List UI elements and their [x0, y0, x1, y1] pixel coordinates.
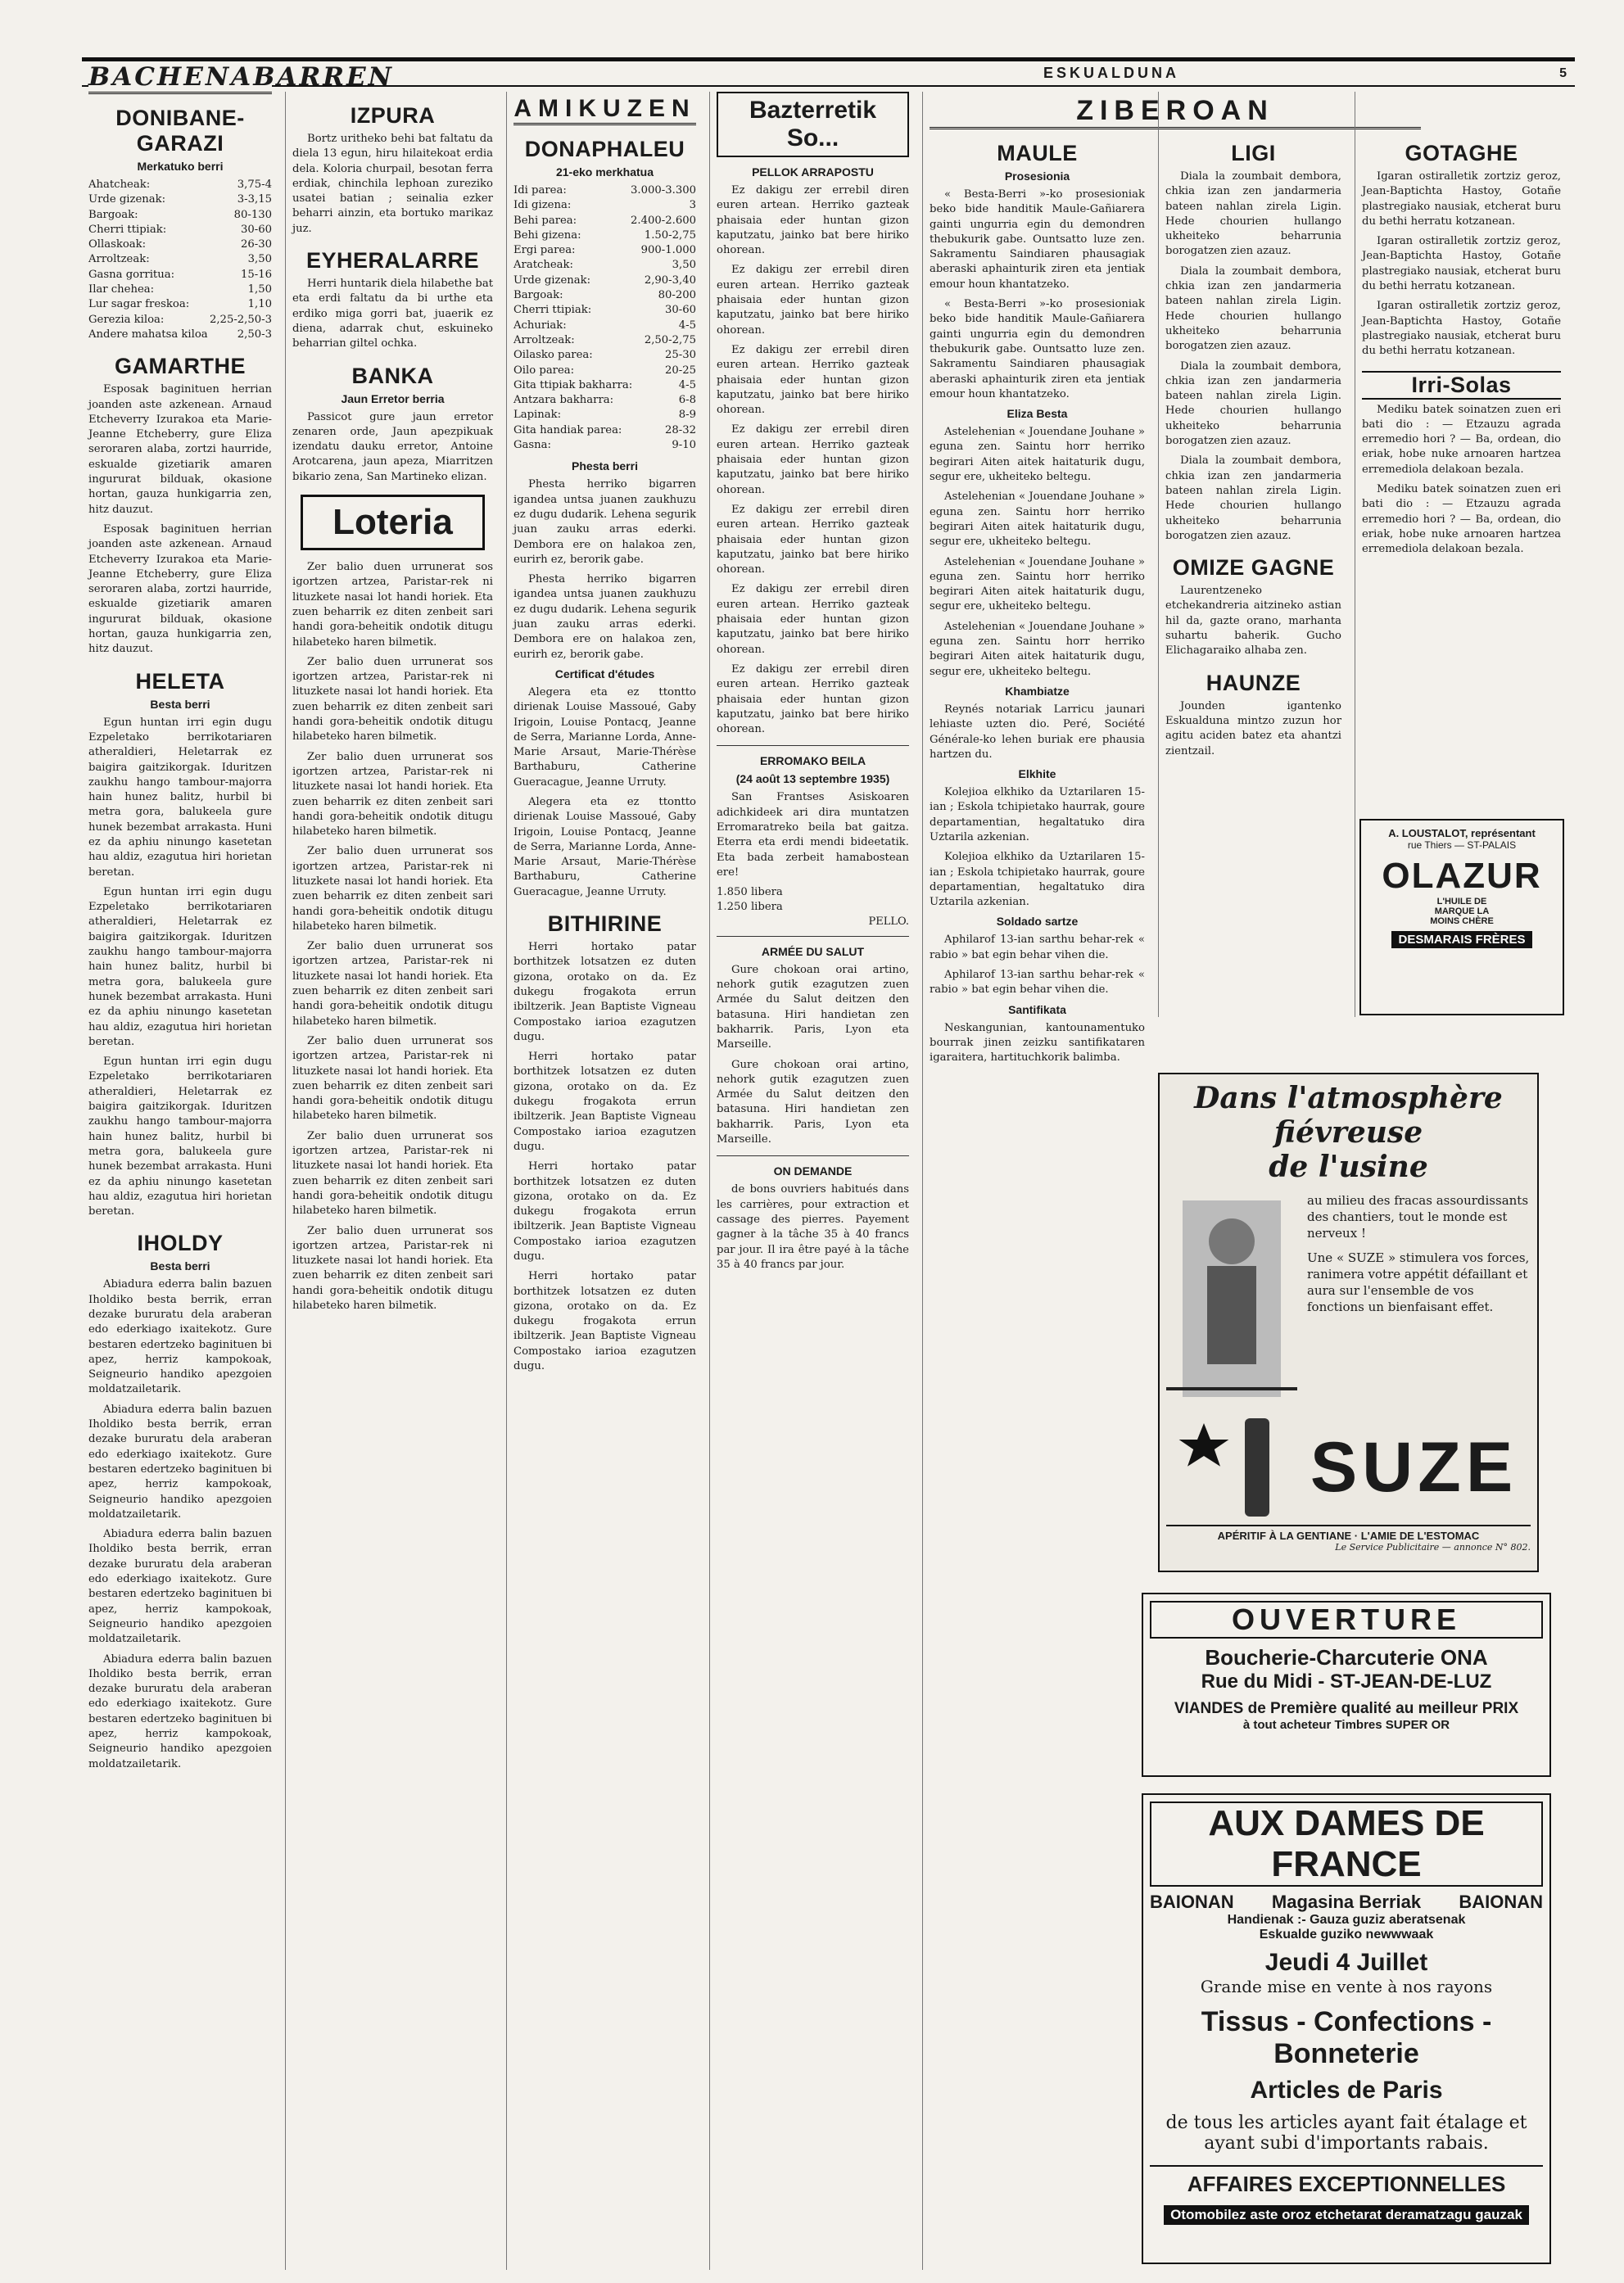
pellok-text-cont2: Ez dakigu zer errebil diren euren artean. Herriko gazteak phaisaia eder huntan gizon kaputzatu, jainko bat bere hiriko ohorean. [717, 343, 909, 417]
eyheralarre-title: EYHERALARRE [305, 248, 480, 274]
price-row [88, 223, 272, 237]
price-list [88, 178, 272, 342]
olazur-ad [1359, 819, 1564, 1015]
olazur-representant: A. LOUSTALOT, représentant [1388, 827, 1536, 839]
price-item: Behi parea: [513, 214, 577, 227]
phesta-title: Phesta berri [572, 459, 638, 473]
divider [717, 745, 909, 746]
erromako-price-1-value: 1.850 libera [717, 886, 783, 899]
region-title: BACHENABARREN [88, 62, 272, 94]
price-item: Andere mahatsa kiloa [88, 328, 208, 341]
demande-title: ON DEMANDE [773, 1164, 853, 1178]
bithirine-text-cont: Herri hortako patar borthitzek lotsatzen ez duten gizona, orotako on da. Ez dukegu frogakota errun ibiltzerik. Jean Baptiste Vigneau Compostako iarioa ezagutzen dugu. [513, 1051, 696, 1153]
market-subtitle: Merkatuko berri [137, 160, 224, 173]
gotaghe-text-cont2: Igaran ostiralletik zortziz geroz, Jean-Baptichta Hastoy, Gotañe plastregiako nausiak, etcherat buru du bethi herratu kotzanean. [1362, 300, 1561, 358]
price-item: Gasna: [513, 439, 551, 452]
bithirine-title: BITHIRINE [547, 911, 663, 937]
erromako-price-1 [717, 885, 909, 900]
heleta-subtitle: Besta berri [150, 697, 210, 711]
suze-text-1: au milieu des fracas assourdissants des chantiers, tout le monde est nerveux ! [1307, 1193, 1529, 1241]
suze-title-2: fiévreuse [1273, 1115, 1423, 1150]
eliza-text: Astelehenian « Jouendane Jouhane » eguna zen. Saintu horr herriko begirari Aiten aitek haitaturik dugu, segur ere, ukheiteko beltegu. [930, 426, 1145, 484]
maule-subtitle: Prosesionia [1004, 170, 1070, 183]
dames-footer: Otomobilez aste oroz etchetarat deramatzagu gauzak [1164, 2205, 1529, 2225]
dames-handienak: Handienak :- Gauza guziz aberatsenak [1227, 1913, 1466, 1927]
price-item: Idi parea: [513, 184, 567, 197]
erromako-price-2 [717, 900, 909, 915]
banka-text: Passicot gure jaun erretor zenaren orde, Jaun apezpikuak izendatu dauku erretor, Antoine Arotcarena, jaun apeza, Miarritzen bikario zena, San Martineko elizan. [292, 410, 493, 483]
price-row [513, 408, 696, 423]
price-item: Cherri ttipiak: [88, 223, 167, 236]
loteria-text-cont5: Zer balio duen urrunerat sos igortzen artzea, Paristar-rek ni lituzkete nasai lot handi horiek. Eta zuen beharrik ez diten zenbeit sari handi gora-beheitik ondotik ditugu hilabeteko haren bilmetik. [292, 1034, 493, 1123]
gotaghe-text: Igaran ostiralletik zortziz geroz, Jean-Baptichta Hastoy, Gotañe plastregiako nausiak, etcherat buru du bethi herratu kotzanean. [1362, 170, 1561, 228]
price-row [88, 268, 272, 283]
suze-logo: SUZE [1310, 1427, 1518, 1507]
price-row [513, 319, 696, 333]
heleta-text-cont: Egun huntan irri egin dugu Ezpeletako berrikotariaren atheraldieri, Heletarrak ez baigira gaitzikorgak. Iduritzen zaukhu hango tambour-majorra hain hunez balitz, hurbil bi metra gora, balukeela gure hunek bezembat arrakasta. Huni ez da aphiu ninungo kasetetan hau aldiz, ezagutua hiri horietan beretan. [88, 885, 272, 1048]
gamarthe-text-cont: Esposak baginituen herrian joanden aste azkenean. Arnaud Etcheverry Izurakoa eta Marie-Jeanne Etcheberry, gure Eliza seroraren alaba, zortzi haurride, eskualde gizetiarik amaren ingururat bilduak, okasione hortan, gauza hunkigarria zen, hitz dauzut. [88, 522, 272, 656]
price-value: 6-8 [678, 394, 696, 407]
certificat-title: Certificat d'études [554, 667, 655, 680]
price-item: Ahatcheak: [88, 179, 151, 191]
price-row [513, 288, 696, 303]
eliza-title: Eliza Besta [1007, 407, 1068, 421]
ligi-text-cont: Diala la zoumbait dembora, chkia izan zen jandarmeria bateen nahlan zirela Ligin. Hede chourien hullango ukheiteko beharrunia borogatzen zien azauz. [1165, 264, 1341, 353]
santifikata-text: Neskangunian, kantounamentuko bourrak jinen zeizku santifikataren igaraitera, hartituchkorik balimba. [930, 1021, 1145, 1065]
ona-ad [1142, 1593, 1551, 1777]
price-row [513, 364, 696, 378]
ligi-text-cont2: Diala la zoumbait dembora, chkia izan zen jandarmeria bateen nahlan zirela Ligin. Hede chourien hullango ukheiteko beharrunia borogatzen zien azauz. [1165, 359, 1341, 448]
olazur-address: rue Thiers — ST-PALAIS [1407, 839, 1517, 851]
dames-de-france-ad [1142, 1793, 1551, 2264]
price-value: 30-60 [240, 223, 272, 236]
bazterretik-banner: Bazterretik So... [717, 92, 909, 157]
price-row [513, 214, 696, 228]
dames-goods: Tissus - Confections - Bonneterie [1201, 2006, 1492, 2069]
heleta-text-cont2: Egun huntan irri egin dugu Ezpeletako berrikotariaren atheraldieri, Heletarrak ez baigira gaitzikorgak. Iduritzen zaukhu hango tambour-majorra hain hunez balitz, hurbil bi metra gora, balukeela gure hunek bezembat arrakasta. Huni ez da aphiu ninungo kasetetan hau aldiz, ezagutua hiri horietan beretan. [88, 1056, 272, 1218]
price-value: 80-130 [233, 208, 272, 221]
price-item: Ergi parea: [513, 244, 576, 257]
price-value: 80-200 [658, 289, 696, 302]
ona-heading: OUVERTURE [1150, 1601, 1543, 1639]
price-item: Lapinak: [513, 409, 562, 422]
eliza-text-cont: Astelehenian « Jouendane Jouhane » eguna zen. Saintu horr herriko begirari Aiten aitek haitaturik dugu, segur ere, ukheiteko beltegu. [930, 491, 1145, 549]
dames-exceptional: AFFAIRES EXCEPTIONNELLES [1150, 2165, 1543, 2197]
elkhite-title: Elkhite [1018, 767, 1056, 781]
price-item: Ollaskoak: [88, 238, 147, 251]
price-row [88, 252, 272, 267]
price-value: 3.000-3.300 [631, 184, 696, 197]
omize-title: OMIZE GAGNE [1172, 555, 1335, 581]
dames-shop: Magasina Berriak [1271, 1892, 1422, 1912]
suze-title-1: Dans l'atmosphère [1194, 1081, 1503, 1115]
price-value: 2,50-3 [237, 328, 272, 341]
price-item: Gita handiak parea: [513, 423, 622, 436]
santifikata-title: Santifikata [1008, 1002, 1066, 1016]
price-row [88, 328, 272, 342]
price-row [513, 378, 696, 393]
price-item: Antzara bakharra: [513, 394, 614, 407]
price-value: 1,10 [247, 298, 272, 311]
price-row [513, 198, 696, 213]
price-value: 25-30 [664, 349, 696, 362]
price-item: Bargoak: [88, 208, 138, 221]
iholdy-title: IHOLDY [137, 1231, 224, 1256]
price-item: Lur sagar freskoa: [88, 298, 190, 311]
khambiatze-text: Reynés notariak Larricu jaunari lehiaste uzten dio. Peré, Société Générale-ko lehen buriak ere phausia hartzen du. [930, 703, 1145, 761]
gotaghe-text-cont: Igaran ostiralletik zortziz geroz, Jean-Baptichta Hastoy, Gotañe plastregiako nausiak, etcherat buru du bethi herratu kotzanean. [1362, 235, 1561, 293]
price-item: Oilo parea: [513, 364, 575, 377]
pellok-text-cont: Ez dakigu zer errebil diren euren artean. Herriko gazteak phaisaia eder huntan gizon kaputzatu, jainko bat bere hiriko ohorean. [717, 264, 909, 337]
price-item: Bargoak: [513, 289, 563, 302]
olazur-tag3: MOINS CHÈRE [1430, 916, 1494, 926]
armee-text-cont: Gure chokoan orai artino, nehork gutik ezagutzen zuen Armée du Salut deitzen den batasuna. Hiri handietan zen bakharrik. Paris, Lyon eta Marseille. [717, 1058, 909, 1146]
loteria-text-cont4: Zer balio duen urrunerat sos igortzen artzea, Paristar-rek ni lituzkete nasai lot handi horiek. Eta zuen beharrik ez diten zenbeit sari handi gora-beheitik ondotik ditugu hilabeteko haren bilmetik. [292, 940, 493, 1028]
price-row [88, 178, 272, 192]
price-item: Gita ttipiak bakharra: [513, 378, 633, 391]
column-amikuzen [506, 92, 703, 2270]
suze-tagline: APÉRITIF À LA GENTIANE · L'AMIE DE L'ESTOMAC [1166, 1525, 1531, 1542]
pellok-text-cont6: Ez dakigu zer errebil diren euren artean. Herriko gazteak phaisaia eder huntan gizon kaputzatu, jainko bat bere hiriko ohorean. [717, 662, 909, 736]
dames-date: Jeudi 4 Juillet [1264, 1949, 1428, 1976]
suze-note: Le Service Publicitaire — annonce N° 802. [1335, 1542, 1531, 1553]
loteria-text-cont: Zer balio duen urrunerat sos igortzen artzea, Paristar-rek ni lituzkete nasai lot handi horiek. Eta zuen beharrik ez diten zenbeit sari handi gora-beheitik ondotik ditugu hilabeteko haren bilmetik. [292, 655, 493, 744]
region-title-amikuzen: AMIKUZEN [513, 95, 696, 125]
price-value: 8-9 [678, 409, 696, 422]
price-row [513, 303, 696, 318]
certificat-text: Alegera eta ez ttontto dirienak Louise Massoué, Gaby Irigoin, Louise Pontacq, Jeanne de Serra, Marianne Lorda, Anne-Marie Arsaut, Marie-Thérèse Barthaburu, Catherine Gueracague, Jeanne Urruty. [513, 685, 696, 789]
eliza-text-cont2: Astelehenian « Jouendane Jouhane » eguna zen. Saintu horr herriko begirari Aiten aitek haitaturik dugu, segur ere, ukheiteko beltegu. [930, 555, 1145, 613]
gamarthe-text: Esposak baginituen herrian joanden aste azkenean. Arnaud Etcheverry Izurakoa eta Marie-Jeanne Etcheberry, gure Eliza seroraren alaba, zortzi haurride, eskualde gizetiarik amaren ingururat bilduak, okasione hortan, gauza hunkigarria zen, hitz dauzut. [88, 383, 272, 516]
soldado-title: Soldado sartze [996, 915, 1079, 929]
suze-ad [1158, 1073, 1539, 1572]
price-item: Cherri ttipiak: [513, 304, 592, 317]
price-value: 3,50 [672, 259, 696, 272]
price-value: 3,75-4 [237, 179, 272, 191]
price-value: 2,50-2,75 [644, 333, 696, 346]
price-row [88, 208, 272, 223]
price-value: 4-5 [678, 319, 696, 332]
page-number: 5 [1559, 66, 1567, 80]
ligi-title: LIGI [1231, 141, 1276, 165]
price-row [88, 283, 272, 297]
maule-text-cont: « Besta-Berri »-ko prosesioniak beko bide handitik Maule-Gañiarera gainti ungurria egin du demondren thebukurik gabe. Ountsatto luze zen. Sakramentu Saindiaren phausagiak aberaski aphainturik ziren eta jentiak emour houn khantatzeko. [930, 298, 1145, 400]
price-value: 1,50 [247, 283, 272, 296]
column-izpura [285, 92, 500, 2270]
price-row [513, 274, 696, 288]
izpura-title: IZPURA [350, 103, 436, 128]
loteria-text-cont2: Zer balio duen urrunerat sos igortzen artzea, Paristar-rek ni lituzkete nasai lot handi horiek. Eta zuen beharrik ez diten zenbeit sari handi gora-beheitik ondotik ditugu hilabeteko haren bilmetik. [292, 750, 493, 839]
price-item: Gerezia kiloa: [88, 313, 165, 326]
olazur-tag1: L'HUILE DE [1436, 897, 1487, 906]
loteria-text: Zer balio duen urrunerat sos igortzen artzea, Paristar-rek ni lituzkete nasai lot handi horiek. Eta zuen beharrik ez diten zenbeit sari handi gora-beheitik ondotik ditugu hilabeteko haren bilmetik. [292, 561, 493, 649]
maule-title: MAULE [997, 141, 1078, 165]
dames-eskualde: Eskualde guziko newwwaak [1259, 1928, 1434, 1942]
region-title-ziberoan: ZIBEROAN [930, 95, 1421, 129]
phesta-text: Phesta herriko bigarren igandea untsa juanen zaukhuzu ez dugu dudarik. Lehena segurik juan zauku arras ederki. Dembora ere on halakoa zen, eurirh ez, berorik gabe. [513, 478, 696, 566]
ona-line: VIANDES de Première qualité au meilleur PRIX [1174, 1700, 1519, 1717]
price-item: Urde gizenak: [88, 193, 166, 206]
phesta-text-cont: Phesta herriko bigarren igandea untsa juanen zaukhuzu ez dugu dudarik. Lehena segurik juan zauku arras ederki. Dembora ere on halakoa zen, eurirh ez, berorik gabe. [513, 573, 696, 661]
dames-name: AUX DAMES DE FRANCE [1150, 1802, 1543, 1887]
price-item: Oilasko parea: [513, 349, 593, 362]
pellok-text-cont5: Ez dakigu zer errebil diren euren artean. Herriko gazteak phaisaia eder huntan gizon kaputzatu, jainko bat bere hiriko ohorean. [717, 583, 909, 656]
soldado-text-cont: Aphilarof 13-ian sarthu behar-rek « rabio » bat egin behar vihen die. [930, 969, 1145, 997]
erromako-dates: (24 août 13 septembre 1935) [735, 772, 890, 786]
dames-line2: ayant subi d'importants rabais. [1204, 2133, 1489, 2154]
elkhite-text: Kolejioa elkhiko da Uztarilaren 15-ian ; Eskola tchipietako haurrak, goure departamentian, hegaltatuko dira Uztarila azkenian. [930, 786, 1145, 843]
divider [717, 936, 909, 937]
dames-line1: de tous les articles ayant fait étalage et [1165, 2113, 1527, 2133]
price-item: Achuriak: [513, 319, 567, 332]
armee-title: ARMÉE DU SALUT [761, 944, 865, 958]
dames-sale: Grande mise en vente à nos rayons [1200, 1977, 1493, 1996]
donaphaleu-subtitle: 21-eko merkhatua [555, 165, 654, 179]
armee-text: Gure chokoan orai artino, nehork gutik ezagutzen zuen Armée du Salut deitzen den batasuna. Hiri handietan zen bakharrik. Paris, Lyon eta Marseille. [717, 963, 909, 1051]
price-row [513, 423, 696, 438]
omize-text: Laurentzeneko etchekandreria aitzineko astian hil da, gazte orano, marhanta suhartu baherik. Gucho Elichagaraiko alhaba zen. [1165, 585, 1341, 658]
price-row [513, 243, 696, 258]
price-value: 9-10 [672, 439, 696, 452]
iholdy-text-cont: Abiadura ederra balin bazuen Iholdiko besta berrik, erran dezake bururatu dela araberan edo ederkiago ixaitekotz. Gure bestaren edertzeko baginituen bi apez, herriz kampokoak, Seigneurio handiko apezgoien moldatzailetarik. [88, 1403, 272, 1521]
price-row [513, 333, 696, 348]
price-row [513, 228, 696, 243]
erromako-price-2-value: 1.250 libera [717, 901, 783, 914]
price-row [88, 192, 272, 207]
haunze-title: HAUNZE [1206, 670, 1301, 695]
irri-text: Mediku batek soinatzen zuen eri bati dio : — Etzauzu agrada erremedio hori ? — Ba, ordean, dio eriak, hobe nuke arnoaren hartzea erremediola delakoan bezala. [1362, 403, 1561, 476]
loteria-text-cont3: Zer balio duen urrunerat sos igortzen artzea, Paristar-rek ni lituzkete nasai lot handi horiek. Eta zuen beharrik ez diten zenbeit sari handi gora-beheitik ondotik ditugu hilabeteko haren bilmetik. [292, 845, 493, 933]
price-row [88, 313, 272, 328]
eyheralarre-text: Herri huntarik diela hilabethe bat eta erdi faltatu da bi urthe eta erdiko miga gorri bat, juaerik ez diena, adarrak chut, eskuineko beharrian giltel ochka. [292, 278, 493, 350]
gamarthe-title: GAMARTHE [115, 354, 246, 379]
loteria-text-cont6: Zer balio duen urrunerat sos igortzen artzea, Paristar-rek ni lituzkete nasai lot handi horiek. Eta zuen beharrik ez diten zenbeit sari handi gora-beheitik ondotik ditugu hilabeteko haren bilmetik. [292, 1129, 493, 1218]
price-item: Arroltzeak: [513, 333, 575, 346]
demande-text: de bons ouvriers habitués dans les carrières, pour extraction et cassage des pierres. Payement gagner à la tâche 35 à 40 francs par jour. Il ira être payé à la tâche 35 à 40 francs par jour. [717, 1183, 909, 1271]
price-value: 3 [689, 199, 696, 212]
iholdy-text-cont3: Abiadura ederra balin bazuen Iholdiko besta berrik, erran dezake bururatu dela araberan edo ederkiago ixaitekotz. Gure bestaren edertzeko baginituen bi apez, herriz kampokoak, Seigneurio handiko apezgoien moldatzailetarik. [88, 1652, 272, 1770]
gotaghe-title: GOTAGHE [1405, 141, 1518, 165]
olazur-logo: OLAZUR [1382, 856, 1542, 896]
erromako-title: ERROMAKO BEILA [759, 754, 866, 768]
price-value: 4-5 [678, 378, 696, 391]
heleta-title: HELETA [135, 668, 225, 694]
iholdy-text-cont2: Abiadura ederra balin bazuen Iholdiko besta berrik, erran dezake bururatu dela araberan edo ederkiago ixaitekotz. Gure bestaren edertzeko baginituen bi apez, herriz kampokoak, Seigneurio handiko apezgoien moldatzailetarik. [88, 1528, 272, 1646]
pellok-text: Ez dakigu zer errebil diren euren artean. Herriko gazteak phaisaia eder huntan gizon kaputzatu, jainko bat bere hiriko ohorean. [717, 184, 909, 257]
price-row [513, 348, 696, 363]
price-list-donaphaleu [513, 183, 696, 453]
iholdy-text: Abiadura ederra balin bazuen Iholdiko besta berrik, erran dezake bururatu dela araberan edo ederkiago ixaitekotz. Gure bestaren edertzeko baginituen bi apez, herriz kampokoak, Seigneurio handiko apezgoien moldatzailetarik. [88, 1278, 272, 1396]
price-item: Aratcheak: [513, 259, 573, 272]
ligi-text: Diala la zoumbait dembora, chkia izan zen jandarmeria bateen nahlan zirela Ligin. Hede chourien hullango ukheiteko beharrunia borogatzen zien azauz. [1165, 170, 1341, 258]
price-value: 20-25 [664, 364, 696, 377]
banka-title: BANKA [351, 363, 434, 388]
certificat-text-cont: Alegera eta ez ttontto dirienak Louise Massoué, Gaby Irigoin, Louise Pontacq, Jeanne de Serra, Marianne Lorda, Anne-Marie Arsaut, Marie-Thérèse Barthaburu, Catherine Gueracague, Jeanne Urruty. [513, 795, 696, 898]
soldado-text: Aphilarof 13-ian sarthu behar-rek « rabio » bat egin behar vihen die. [930, 934, 1145, 961]
price-item: Urde gizenak: [513, 274, 591, 287]
price-row [513, 183, 696, 198]
khambiatze-title: Khambiatze [1005, 684, 1070, 698]
erromako-text: San Frantses Asiskoaren adichkideek ari dira muntatzen Erromaratreko beila bat gaitza. Eterra eta erdi mendi bideetatik. Eta bada zerbeit hamabostean ere! [717, 791, 909, 879]
izpura-text: Bortz uritheko behi bat faltatu da diela 13 egun, hiru hilaitekoat erdia dela. Koloria churpail, besotan ferra erdiak, chinchila lephoan zureziko usatei batian ; seinalia ezker beharri ainzin, eta bortuko marikaz juz. [292, 133, 493, 235]
pellok-title: PELLOK ARRAPOSTU [752, 165, 874, 179]
dames-articles: Articles de Paris [1250, 2077, 1443, 2104]
price-value: 3-3,15 [237, 193, 272, 206]
column-ligi [1158, 92, 1348, 1017]
paper-name: ESKUALDUNA [1043, 65, 1180, 81]
bithirine-text: Herri hortako patar borthitzek lotsatzen ez duten gizona, orotako on da. Ez dukegu frogakota errun ibiltzerik. Jean Baptiste Vigneau Compostako iarioa ezagutzen dugu. [513, 941, 696, 1043]
irri-title: Irri-Solas [1362, 371, 1561, 400]
bithirine-text-cont2: Herri hortako patar borthitzek lotsatzen ez duten gizona, orotako on da. Ez dukegu frogakota errun ibiltzerik. Jean Baptiste Vigneau Compostako iarioa ezagutzen dugu. [513, 1160, 696, 1263]
iholdy-subtitle: Besta berri [150, 1259, 210, 1273]
ligi-text-cont3: Diala la zoumbait dembora, chkia izan zen jandarmeria bateen nahlan zirela Ligin. Hede chourien hullango ukheiteko beharrunia borogatzen zien azauz. [1165, 454, 1341, 542]
ona-title: Boucherie-Charcuterie ONA [1205, 1645, 1488, 1670]
ona-address: Rue du Midi - ST-JEAN-DE-LUZ [1201, 1670, 1492, 1693]
pellok-text-cont4: Ez dakigu zer errebil diren euren artean. Herriko gazteak phaisaia eder huntan gizon kaputzatu, jainko bat bere hiriko ohorean. [717, 503, 909, 576]
price-row [513, 393, 696, 408]
erromako-signature: PELLO. [868, 915, 909, 928]
eliza-text-cont3: Astelehenian « Jouendane Jouhane » eguna zen. Saintu horr herriko begirari Aiten aitek haitaturik dugu, segur ere, ukheiteko beltegu. [930, 620, 1145, 678]
price-value: 3,50 [247, 253, 272, 266]
price-row [88, 237, 272, 252]
suze-bottle-icon [1166, 1410, 1297, 1525]
price-value: 2.400-2.600 [631, 214, 696, 227]
dames-city-left: BAIONAN [1150, 1892, 1234, 1912]
ona-stamps: à tout acheteur Timbres SUPER OR [1242, 1718, 1450, 1732]
haunze-text: Jounden igantenko Eskualduna mintzo zuzun hor agitu aciden batez eta ahantzi zientzail. [1165, 699, 1341, 757]
price-item: Gasna gorritua: [88, 268, 175, 281]
price-value: 26-30 [240, 238, 272, 251]
dames-city-right: BAIONAN [1459, 1892, 1543, 1912]
pellok-text-cont3: Ez dakigu zer errebil diren euren artean. Herriko gazteak phaisaia eder huntan gizon kaputzatu, jainko bat bere hiriko ohorean. [717, 423, 909, 496]
bithirine-text-cont3: Herri hortako patar borthitzek lotsatzen ez duten gizona, orotako on da. Ez dukegu frogakota errun ibiltzerik. Jean Baptiste Vigneau Compostako iarioa ezagutzen dugu. [513, 1270, 696, 1373]
price-value: 30-60 [664, 304, 696, 317]
price-row [513, 258, 696, 273]
price-value: 900-1.000 [640, 244, 696, 257]
maule-text: « Besta-Berri »-ko prosesioniak beko bide handitik Maule-Gañiarera gainti ungurria egin du demondren thebukurik gabe. Ountsatto luze zen. Sakramentu Saindiaren phausagiak aberaski aphainturik ziren eta jentiak emour houn khantatzeko. [930, 188, 1145, 291]
price-value: 1.50-2,75 [644, 228, 696, 242]
column-bazterretik [709, 92, 916, 2270]
price-item: Idi gizena: [513, 199, 572, 212]
price-value: 2,90-3,40 [644, 274, 696, 287]
elkhite-text-cont: Kolejioa elkhiko da Uztarilaren 15-ian ; Eskola tchipietako haurrak, goure departamentian, hegaltatuko dira Uztarila azkenian. [930, 851, 1145, 909]
price-value: 28-32 [664, 423, 696, 436]
donaphaleu-title: DONAPHALEU [524, 137, 685, 161]
price-row [513, 438, 696, 453]
heleta-text: Egun huntan irri egin dugu Ezpeletako berrikotariaren atheraldieri, Heletarrak ez baigira gaitzikorgak. Iduritzen zaukhu hango tambour-majorra hain hunez balitz, hurbil bi metra gora, balukeela gure hunek bezembat arrakasta. Huni ez da aphiu ninungo kasetetan hau aldiz, ezagutua hiri horietan beretan. [88, 716, 272, 879]
olazur-maker: DESMARAIS FRÈRES [1391, 931, 1531, 948]
olazur-tag2: MARQUE LA [1434, 906, 1490, 916]
loteria-text-cont7: Zer balio duen urrunerat sos igortzen artzea, Paristar-rek ni lituzkete nasai lot handi horiek. Eta zuen beharrik ez diten zenbeit sari handi gora-beheitik ondotik ditugu hilabeteko haren bilmetik. [292, 1224, 493, 1312]
banka-subtitle: Jaun Erretor berria [341, 391, 445, 405]
factory-worker-illustration [1166, 1192, 1297, 1405]
irri-text-cont: Mediku batek soinatzen zuen eri bati dio : — Etzauzu agrada erremedio hori ? — Ba, ordean, dio eriak, hobe nuke arnoaren hartzea erremediola delakoan bezala. [1362, 483, 1561, 556]
price-value: 2,25-2,50-3 [209, 313, 272, 326]
price-item: Arroltzeak: [88, 253, 150, 266]
price-row [88, 297, 272, 312]
suze-title-3: de l'usine [1269, 1150, 1428, 1184]
price-item: Ilar chehea: [88, 283, 155, 296]
market-title: DONIBANE-GARAZI [115, 106, 245, 156]
suze-text-2: Une « SUZE » stimulera vos forces, ranimera votre appétit défaillant et aura sur l'ensemble de vos fonctions un bienfaisant effet. [1307, 1250, 1530, 1314]
loteria-banner: Loteria [301, 495, 485, 550]
price-value: 15-16 [240, 268, 272, 281]
price-item: Behi gizena: [513, 228, 581, 242]
divider [717, 1155, 909, 1156]
